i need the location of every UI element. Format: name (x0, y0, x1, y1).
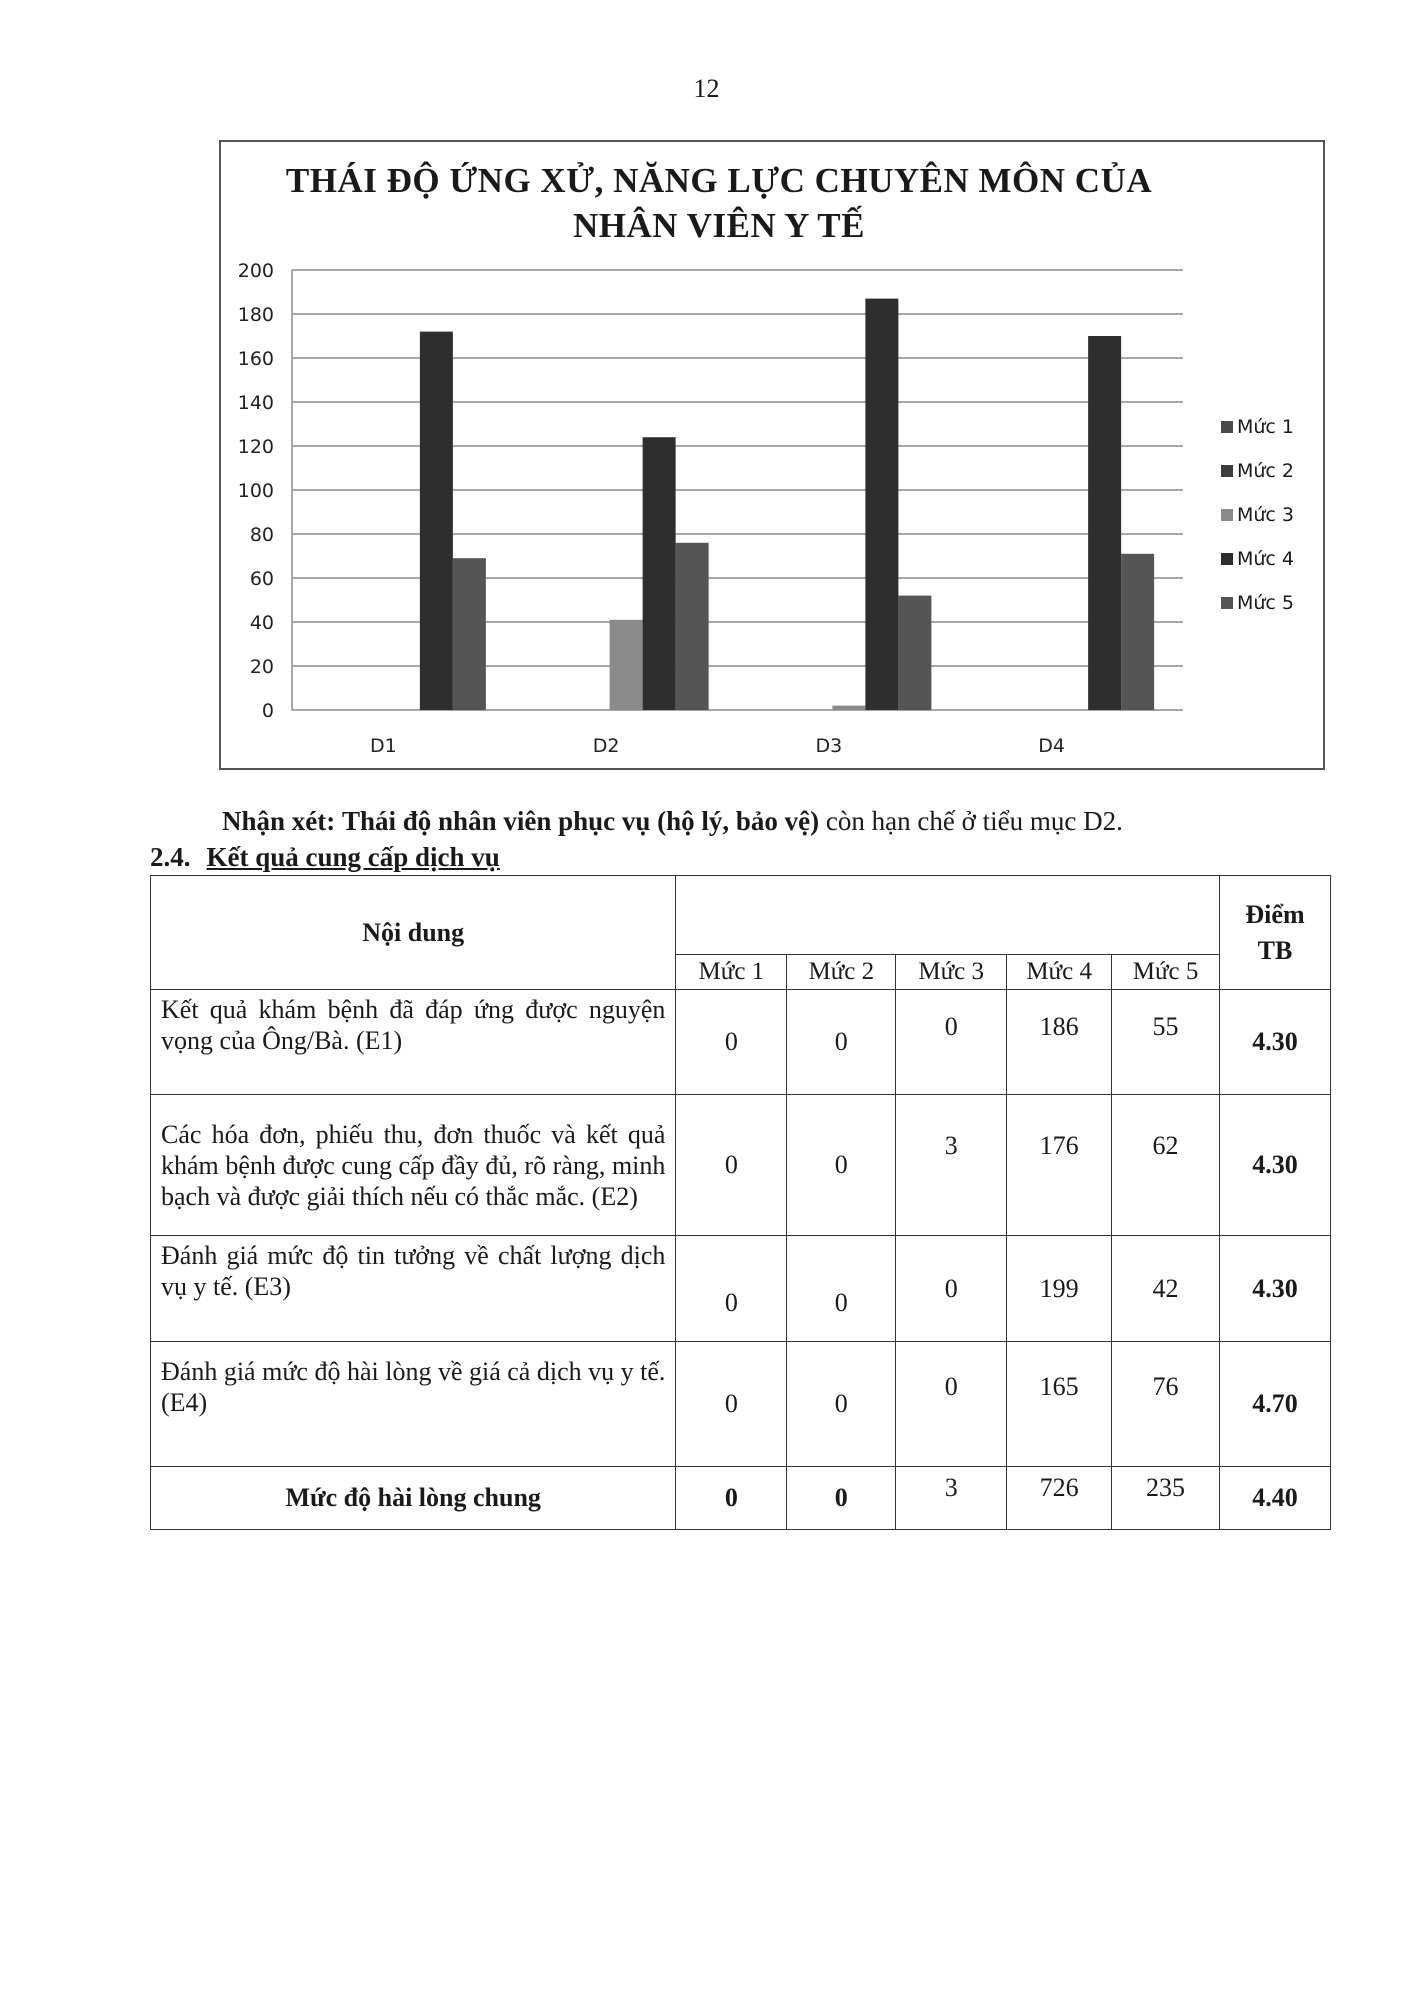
x-category-label: D1 (370, 735, 397, 757)
total-label: Mức độ hài lòng chung (151, 1467, 676, 1530)
row-text: Đánh giá mức độ tin tưởng về chất lượng dịch vụ y tế. (E3) (151, 1236, 676, 1342)
chart-title-line-1: THÁI ĐỘ ỨNG XỬ, NĂNG LỰC CHUYÊN MÔN CỦA (285, 161, 1153, 200)
total-level-2: 0 (787, 1467, 896, 1530)
page-number: 12 (693, 74, 720, 103)
y-tick-label: 60 (249, 568, 274, 590)
row-text: Đánh giá mức độ hài lòng về giá cả dịch vụ y tế. (E4) (151, 1342, 676, 1467)
legend-item (1221, 449, 1294, 493)
table-row (151, 1095, 1331, 1236)
y-tick-label: 120 (237, 436, 274, 458)
total-level-4: 726 (1007, 1467, 1112, 1530)
cell-level-3: 0 (896, 1342, 1007, 1467)
header-score (1220, 876, 1331, 990)
remark-text: còn hạn chế ở tiểu mục D2. (825, 806, 1123, 836)
total-level-3: 3 (896, 1467, 1007, 1530)
total-score: 4.40 (1220, 1467, 1331, 1530)
cell-score: 4.30 (1220, 990, 1331, 1095)
cell-level-3: 0 (896, 990, 1007, 1095)
header-level-2: Mức 2 (787, 955, 896, 990)
cell-level-3: 3 (896, 1095, 1007, 1236)
y-tick-label: 0 (261, 700, 274, 722)
header-score-line-2: TB (1257, 935, 1293, 965)
legend-label: Mức 2 (1237, 460, 1295, 482)
y-tick-label: 40 (249, 612, 274, 634)
legend-label: Mức 1 (1237, 416, 1295, 438)
legend-label: Mức 4 (1237, 548, 1295, 570)
bars (420, 299, 1154, 710)
header-level-4: Mức 4 (1007, 955, 1112, 990)
legend-item (1221, 537, 1294, 581)
cell-level-5: 55 (1112, 990, 1220, 1095)
bar-d1-muc-5 (453, 558, 486, 710)
remark (222, 806, 1123, 837)
section-number: 2.4. (150, 842, 191, 872)
table-row (151, 1342, 1331, 1467)
legend-item (1221, 405, 1294, 449)
cell-level-3: 0 (896, 1236, 1007, 1342)
cell-score: 4.30 (1220, 1095, 1331, 1236)
row-text: Các hóa đơn, phiếu thu, đơn thuốc và kết quả khám bệnh được cung cấp đầy đủ, rõ ràng, minh bạch và được giải thích nếu có thắc mắc. (E2) (151, 1095, 676, 1236)
x-category-label: D3 (815, 735, 843, 757)
y-tick-label: 80 (249, 524, 274, 546)
cell-level-4: 176 (1007, 1095, 1112, 1236)
legend-swatch (1221, 597, 1233, 609)
x-category-label: D4 (1038, 735, 1065, 757)
header-levels-group (676, 876, 1220, 955)
section-heading (150, 842, 500, 873)
bar-d2-muc-5 (676, 543, 709, 710)
y-axis-ticks (238, 260, 274, 722)
cell-level-5: 76 (1112, 1342, 1220, 1467)
y-tick-label: 100 (237, 480, 274, 502)
legend-swatch (1221, 421, 1233, 433)
chart-legend (1221, 405, 1294, 625)
cell-level-5: 42 (1112, 1236, 1220, 1342)
cell-level-2: 0 (787, 1095, 896, 1236)
cell-level-4: 186 (1007, 990, 1112, 1095)
legend-swatch (1221, 553, 1233, 565)
cell-level-1: 0 (676, 1342, 787, 1467)
legend-item (1221, 493, 1294, 537)
row-text: Kết quả khám bệnh đã đáp ứng được nguyện vọng của Ông/Bà. (E1) (151, 990, 676, 1095)
cell-level-5: 62 (1112, 1095, 1220, 1236)
bar-d2-muc-3 (610, 620, 643, 710)
bar-d1-muc-4 (420, 332, 453, 710)
bar-d3-muc-5 (898, 596, 931, 710)
table-row (151, 1236, 1331, 1342)
x-category-label: D2 (592, 735, 620, 757)
header-score-line-1: Điểm (1245, 899, 1305, 929)
y-tick-label: 20 (249, 656, 274, 678)
y-tick-label: 140 (237, 392, 274, 414)
y-tick-label: 180 (237, 304, 274, 326)
header-content: Nội dung (151, 876, 676, 990)
cell-level-1: 0 (676, 1095, 787, 1236)
bar-d3-muc-4 (865, 299, 898, 710)
header-level-1: Mức 1 (676, 955, 787, 990)
cell-score: 4.70 (1220, 1342, 1331, 1467)
legend-label: Mức 5 (1237, 592, 1295, 614)
bar-d2-muc-4 (643, 437, 676, 710)
remark-bold-text: Thái độ nhân viên phục vụ (hộ lý, bảo vệ) (342, 806, 820, 836)
cell-level-4: 165 (1007, 1342, 1112, 1467)
bar-chart (219, 140, 1325, 770)
y-tick-label: 200 (237, 260, 274, 282)
bar-d3-muc-3 (832, 706, 865, 710)
total-level-1: 0 (676, 1467, 787, 1530)
chart-title-line-2: NHÂN VIÊN Y TẾ (573, 206, 865, 245)
cell-level-1: 0 (676, 1236, 787, 1342)
table-row-total (151, 1467, 1331, 1530)
legend-item (1221, 581, 1294, 625)
legend-label: Mức 3 (1237, 504, 1295, 526)
y-tick-label: 160 (237, 348, 274, 370)
cell-score: 4.30 (1220, 1236, 1331, 1342)
remark-label: Nhận xét: (222, 806, 336, 836)
legend-swatch (1221, 509, 1233, 521)
header-level-5: Mức 5 (1112, 955, 1220, 990)
legend-swatch (1221, 465, 1233, 477)
cell-level-2: 0 (787, 1342, 896, 1467)
total-level-5: 235 (1112, 1467, 1220, 1530)
bar-d4-muc-4 (1088, 336, 1121, 710)
cell-level-1: 0 (676, 990, 787, 1095)
section-title: Kết quả cung cấp dịch vụ (206, 842, 500, 872)
header-level-3: Mức 3 (896, 955, 1007, 990)
cell-level-2: 0 (787, 1236, 896, 1342)
cell-level-4: 199 (1007, 1236, 1112, 1342)
results-table (150, 875, 1331, 1530)
bar-d4-muc-5 (1121, 554, 1154, 710)
x-axis-categories (370, 735, 1065, 757)
cell-level-2: 0 (787, 990, 896, 1095)
table-row (151, 990, 1331, 1095)
